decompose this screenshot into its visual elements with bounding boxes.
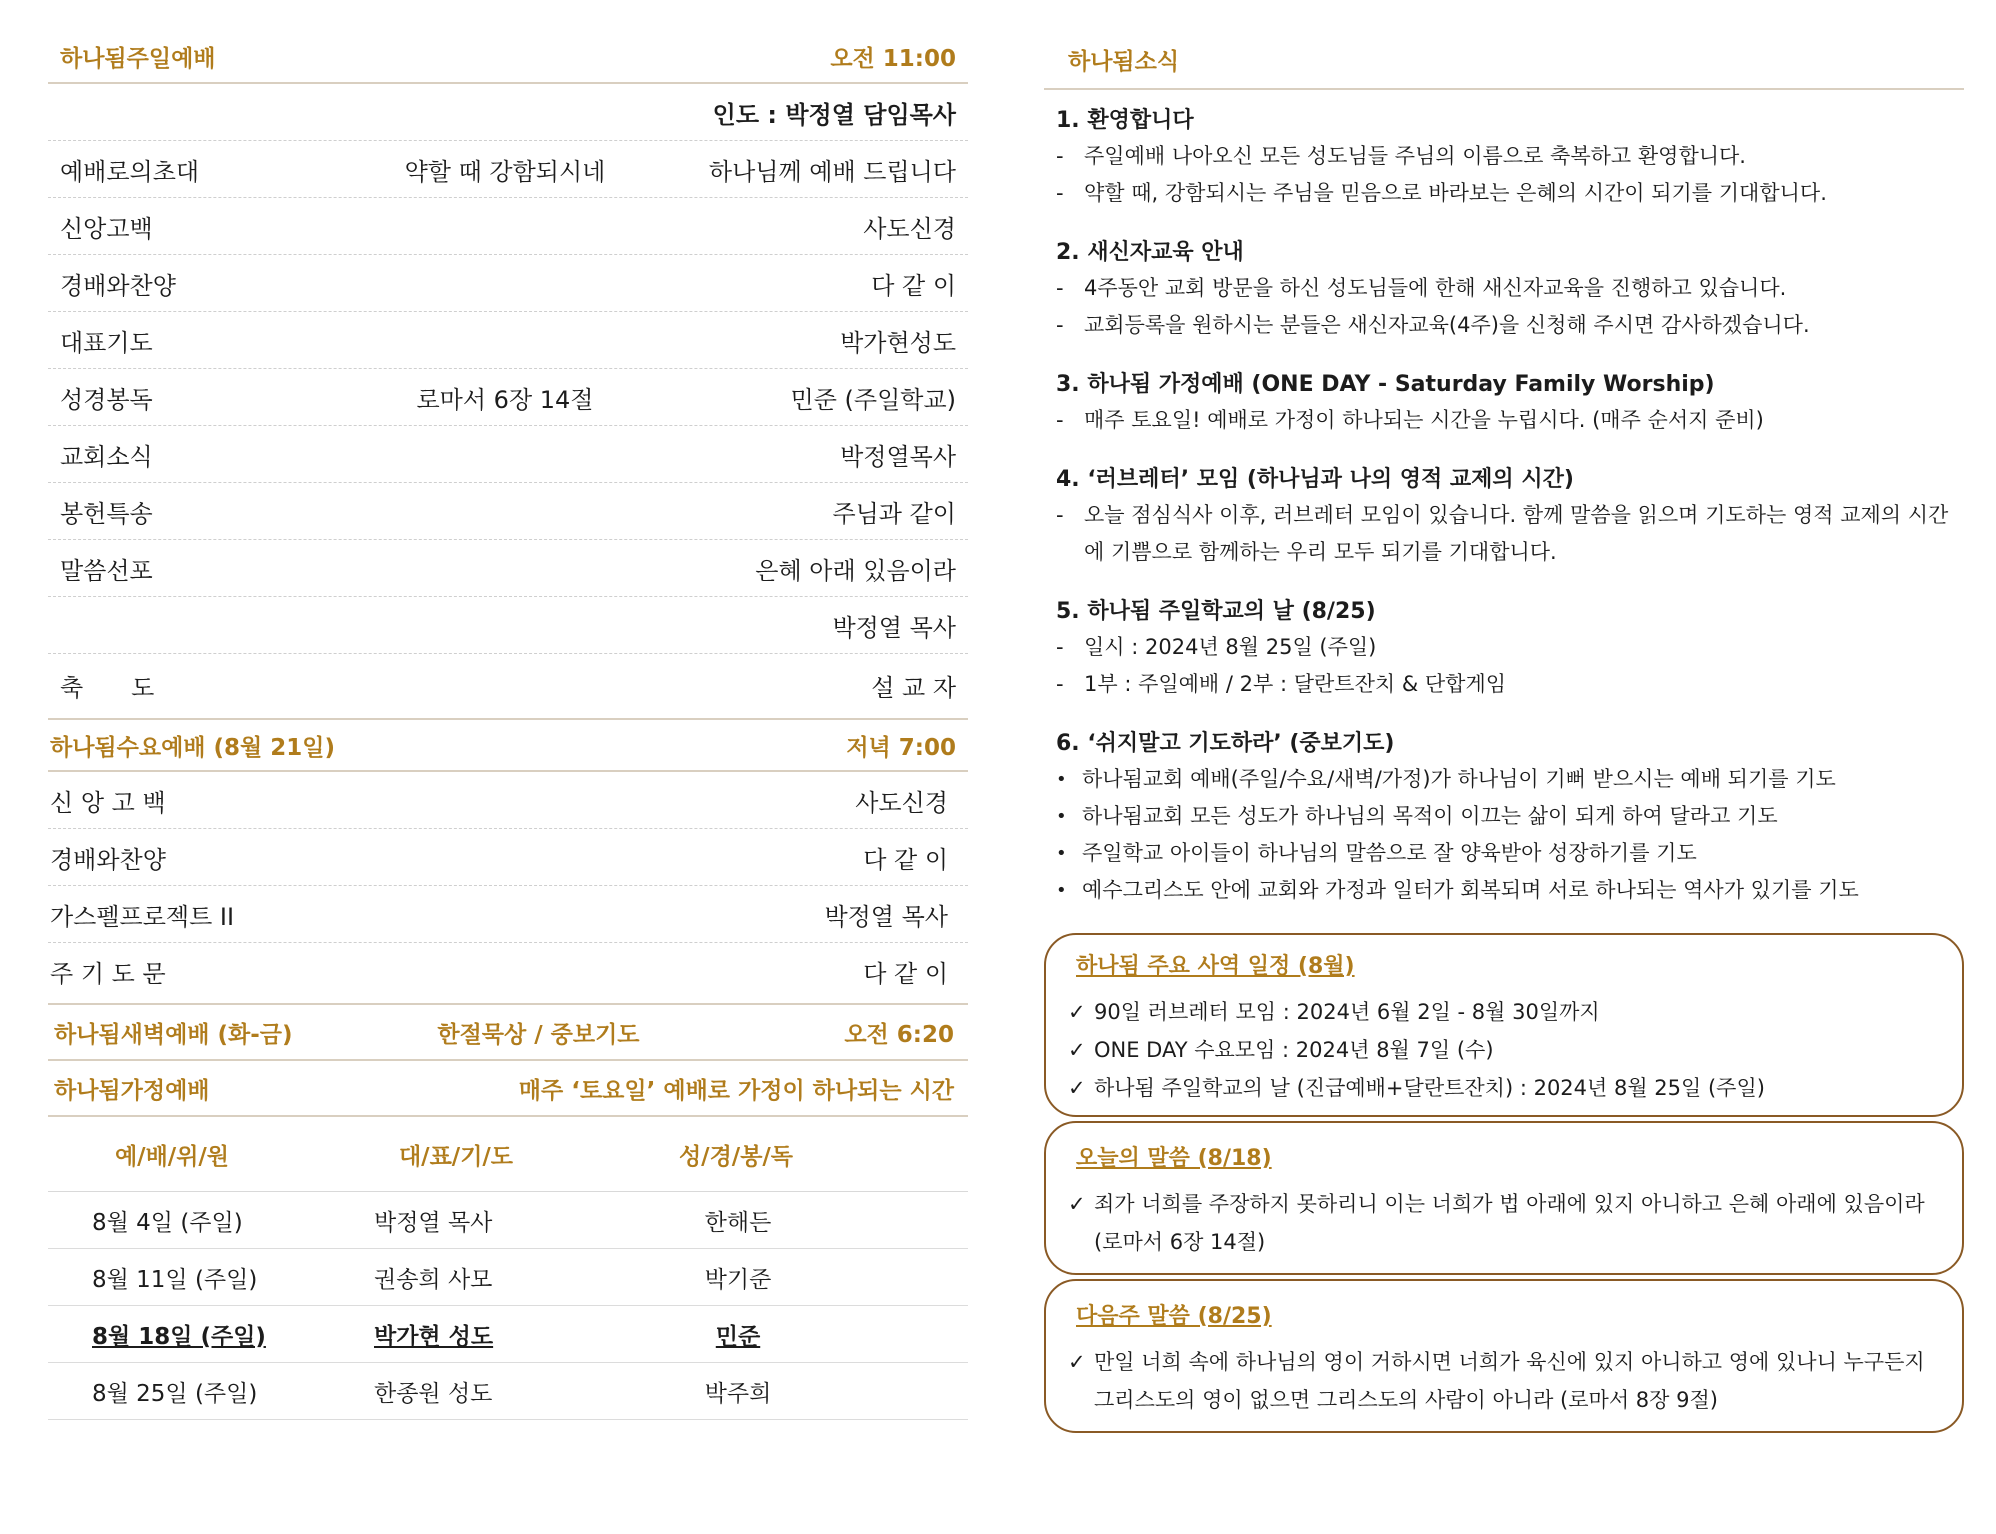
schedule-text: ONE DAY 수요모임 : 2024년 8월 7일 (수): [1094, 1038, 1494, 1062]
news-item-line: [1056, 835, 1954, 872]
rotation-prayer: 박가현 성도: [374, 1323, 494, 1350]
order-item-name: 신 앙 고 백: [50, 788, 166, 817]
news-item-line: [1056, 307, 1954, 344]
sunday-order-row: [48, 540, 968, 597]
rotation-date: 8월 25일 (주일): [92, 1380, 258, 1407]
schedule-line: [1068, 993, 1940, 1031]
check-icon: ✓: [1068, 1000, 1086, 1024]
check-icon: ✓: [1068, 1038, 1086, 1062]
sunday-order-list: [48, 141, 968, 716]
order-item-person: 사도신경: [863, 214, 956, 243]
order-item-person: 다 같 이: [863, 845, 948, 874]
order-item-name: 교회소식: [60, 442, 153, 471]
sunday-order-row: [48, 312, 968, 369]
dawn-service-header: [48, 1003, 968, 1059]
dash-icon: -: [1056, 408, 1064, 432]
order-item-name: 경배와찬양: [50, 845, 166, 874]
news-item-text: 오늘 점심식사 이후, 러브레터 모임이 있습니다. 함께 말씀을 읽으며 기도하는 영적 교제의 시간에 기쁨으로 함께하는 우리 모두 되기를 기대합니다.: [1084, 503, 1949, 564]
sunday-leader-row: [48, 84, 968, 141]
news-item-text: 하나됨교회 모든 성도가 하나님의 목적이 이끄는 삶이 되게 하여 달라고 기도: [1082, 804, 1778, 828]
dawn-service-time: 오전 6:20: [844, 1021, 954, 1048]
news-item-line: [1056, 798, 1954, 835]
news-item-text: 하나됨교회 예배(주일/수요/새벽/가정)가 하나님이 기뻐 받으시는 예배 되기를 기도: [1082, 767, 1836, 791]
rotation-reading: 박주희: [704, 1380, 772, 1407]
rotation-header-committee: 예/배/위/원: [114, 1143, 230, 1170]
worship-order-column: [48, 30, 968, 1420]
news-item-text: 일시 : 2024년 8월 25일 (주일): [1084, 635, 1377, 659]
rotation-table-header: [48, 1117, 968, 1192]
news-item-title: 5. 하나됨 주일학교의 날 (8/25): [1056, 599, 1376, 624]
news-item-text: 교회등록을 원하시는 분들은 새신자교육(4주)을 신청해 주시면 감사하겠습니다.: [1084, 313, 1810, 337]
rotation-header-prayer: 대/표/기/도: [398, 1143, 514, 1170]
wednesday-order-row: [48, 829, 968, 886]
news-item-line: [1056, 175, 1954, 212]
dash-icon: -: [1056, 144, 1064, 168]
rotation-reading: 한해든: [704, 1209, 772, 1236]
order-item-person: 다 같 이: [863, 959, 948, 988]
family-worship-header: [48, 1059, 968, 1117]
next-word-title: 다음주 말씀 (8/25): [1076, 1304, 1272, 1329]
rotation-prayer: 한종원 성도: [374, 1380, 493, 1407]
order-item-person: 은혜 아래 있음이라: [755, 556, 956, 585]
dash-icon: -: [1056, 313, 1064, 337]
rotation-reading: 박기준: [704, 1266, 772, 1293]
news-item: [1056, 727, 1954, 909]
sunday-order-row: [48, 483, 968, 540]
sunday-order-row: [48, 654, 968, 716]
dash-icon: -: [1056, 181, 1064, 205]
rotation-reading-cell: [628, 1375, 848, 1408]
news-item-title: 2. 새신자교육 안내: [1056, 240, 1244, 265]
sunday-leader: 인도 : 박정열 담임목사: [712, 100, 956, 129]
order-item-detail: 로마서 6장 14절: [416, 385, 594, 414]
rotation-row: [48, 1363, 968, 1420]
news-item-line: [1056, 402, 1954, 439]
next-word-line: [1068, 1343, 1940, 1419]
news-item: [1056, 236, 1954, 344]
order-item-name: 대표기도: [60, 328, 153, 357]
dash-icon: -: [1056, 672, 1064, 696]
order-item-name: 성경봉독: [60, 385, 153, 414]
check-icon: ✓: [1068, 1350, 1086, 1374]
rotation-prayer-cell: [288, 1375, 628, 1408]
check-icon: ✓: [1068, 1192, 1086, 1216]
news-item-title: 1. 환영합니다: [1056, 108, 1194, 133]
news-item-line: [1056, 497, 1954, 571]
bullet-icon: •: [1056, 880, 1067, 901]
dash-icon: -: [1056, 503, 1064, 527]
rotation-prayer: 박정열 목사: [374, 1209, 493, 1236]
rotation-reading: 민준: [715, 1323, 761, 1350]
rotation-date: 8월 18일 (주일): [92, 1323, 266, 1350]
rotation-header-reading: 성/경/봉/독: [678, 1143, 794, 1170]
order-item-person: 박정열목사: [840, 442, 956, 471]
order-item-person: 박정열 목사: [832, 613, 956, 642]
news-item-text: 주일예배 나아오신 모든 성도님들 주님의 이름으로 축복하고 환영합니다.: [1084, 144, 1746, 168]
order-item-name: 축 도: [60, 673, 155, 702]
schedule-line: [1068, 1069, 1940, 1107]
schedule-title: 하나됨 주요 사역 일정 (8월): [1076, 954, 1355, 979]
dawn-service-content: 한절묵상 / 중보기도: [437, 1021, 640, 1048]
rotation-reading-cell: [628, 1318, 848, 1351]
sunday-order-row: [48, 141, 968, 198]
schedule-box: [1044, 933, 1964, 1117]
sunday-service-time: 오전 11:00: [830, 45, 956, 72]
news-item-text: 4주동안 교회 방문을 하신 성도님들에 한해 새신자교육을 진행하고 있습니다.: [1084, 276, 1787, 300]
sunday-service-title: 하나됨주일예배: [60, 45, 216, 72]
news-item-text: 약할 때, 강함되시는 주님을 믿음으로 바라보는 은혜의 시간이 되기를 기대합니다.: [1084, 181, 1827, 205]
order-item-name: 신앙고백: [60, 214, 153, 243]
news-item-line: [1056, 761, 1954, 798]
order-item-detail: 약할 때 강함되시네: [404, 157, 606, 186]
news-item-line: [1056, 872, 1954, 909]
rotation-row: [48, 1306, 968, 1363]
news-item: [1056, 463, 1954, 571]
order-item-person: 설 교 자: [871, 673, 956, 702]
news-item-line: [1056, 666, 1954, 703]
order-item-person: 하나님께 예배 드립니다: [708, 157, 956, 186]
wednesday-order-row: [48, 772, 968, 829]
today-word-title: 오늘의 말씀 (8/18): [1076, 1146, 1272, 1171]
today-word-box: [1044, 1121, 1964, 1275]
schedule-list: [1068, 993, 1940, 1107]
rotation-prayer: 권송희 사모: [374, 1266, 493, 1293]
rotation-prayer-cell: [288, 1261, 628, 1294]
order-item-name: 가스펠프로젝트 II: [50, 902, 235, 931]
news-column: [1044, 30, 1964, 1433]
today-word-text: 죄가 너희를 주장하지 못하리니 이는 너희가 법 아래에 있지 아니하고 은혜 아래에 있음이라 (로마서 6장 14절): [1094, 1192, 1925, 1254]
news-item: [1056, 595, 1954, 703]
news-item-text: 예수그리스도 안에 교회와 가정과 일터가 회복되며 서로 하나되는 역사가 있기를 기도: [1082, 878, 1859, 902]
dash-icon: -: [1056, 276, 1064, 300]
today-word-line: [1068, 1185, 1940, 1261]
wednesday-order-row: [48, 943, 968, 999]
bullet-icon: •: [1056, 769, 1067, 790]
order-item-person: 박정열 목사: [824, 902, 948, 931]
next-word-box: [1044, 1279, 1964, 1433]
rotation-prayer-cell: [288, 1204, 628, 1237]
wednesday-order-list: [48, 772, 968, 999]
sunday-service-header: [48, 30, 968, 84]
order-item-person: 박가현성도: [840, 328, 956, 357]
rotation-reading-cell: [628, 1261, 848, 1294]
news-header: [1044, 30, 1964, 90]
dawn-service-title: 하나됨새벽예배 (화-금): [54, 1021, 293, 1048]
family-worship-title: 하나됨가정예배: [54, 1077, 210, 1104]
order-item-person: 주님과 같이: [832, 499, 956, 528]
wednesday-service-title: 하나됨수요예배 (8월 21일): [50, 734, 336, 761]
news-item-text: 1부 : 주일예배 / 2부 : 달란트잔치 & 단합게임: [1084, 672, 1507, 696]
sunday-order-row: [48, 198, 968, 255]
news-list: [1044, 90, 1964, 909]
wednesday-service-time: 저녁 7:00: [846, 734, 956, 761]
order-item-name: 말씀선포: [60, 556, 153, 585]
news-title: 하나됨소식: [1068, 48, 1180, 75]
order-item-name: 주 기 도 문: [50, 959, 166, 988]
news-item-line: [1056, 270, 1954, 307]
rotation-reading-cell: [628, 1204, 848, 1237]
sunday-order-row: [48, 255, 968, 312]
sunday-order-row: [48, 597, 968, 654]
news-item-title: 3. 하나됨 가정예배 (ONE DAY - Saturday Family Worship): [1056, 372, 1715, 397]
rotation-date: 8월 11일 (주일): [92, 1266, 258, 1293]
check-icon: ✓: [1068, 1076, 1086, 1100]
news-item-text: 주일학교 아이들이 하나님의 말씀으로 잘 양육받아 성장하기를 기도: [1082, 841, 1697, 865]
bullet-icon: •: [1056, 806, 1067, 827]
family-worship-desc: 매주 ‘토요일’ 예배로 가정이 하나되는 시간: [518, 1077, 954, 1104]
order-item-person: 민준 (주일학교): [790, 385, 956, 414]
order-item-name: 경배와찬양: [60, 271, 176, 300]
order-item-name: 봉헌특송: [60, 499, 153, 528]
news-item-title: 4. ‘러브레터’ 모임 (하나님과 나의 영적 교제의 시간): [1056, 467, 1574, 492]
schedule-text: 하나됨 주일학교의 날 (진급예배+달란트잔치) : 2024년 8월 25일 (주일): [1094, 1076, 1765, 1100]
news-item-text: 매주 토요일! 예배로 가정이 하나되는 시간을 누립시다. (매주 순서지 준비): [1084, 408, 1764, 432]
next-word-text: 만일 너희 속에 하나님의 영이 거하시면 너희가 육신에 있지 아니하고 영에 있나니 누구든지 그리스도의 영이 없으면 그리스도의 사람이 아니라 (로마서 8장 9절): [1094, 1350, 1925, 1412]
sunday-order-row: [48, 426, 968, 483]
order-item-person: 사도신경: [855, 788, 948, 817]
rotation-prayer-cell: [288, 1318, 628, 1351]
order-item-person: 다 같 이: [871, 271, 956, 300]
news-item: [1056, 104, 1954, 212]
dash-icon: -: [1056, 635, 1064, 659]
news-item-title: 6. ‘쉬지말고 기도하라’ (중보기도): [1056, 731, 1395, 756]
news-item-line: [1056, 138, 1954, 175]
rotation-row: [48, 1249, 968, 1306]
rotation-row: [48, 1192, 968, 1249]
news-item-line: [1056, 629, 1954, 666]
news-item: [1056, 368, 1954, 439]
bullet-icon: •: [1056, 843, 1067, 864]
wednesday-service-header: [48, 718, 968, 772]
rotation-table-body: [48, 1192, 968, 1420]
sunday-order-row: [48, 369, 968, 426]
rotation-date: 8월 4일 (주일): [92, 1209, 243, 1236]
schedule-text: 90일 러브레터 모임 : 2024년 6월 2일 - 8월 30일까지: [1094, 1000, 1600, 1024]
order-item-name: 예배로의초대: [60, 157, 200, 186]
schedule-line: [1068, 1031, 1940, 1069]
wednesday-order-row: [48, 886, 968, 943]
